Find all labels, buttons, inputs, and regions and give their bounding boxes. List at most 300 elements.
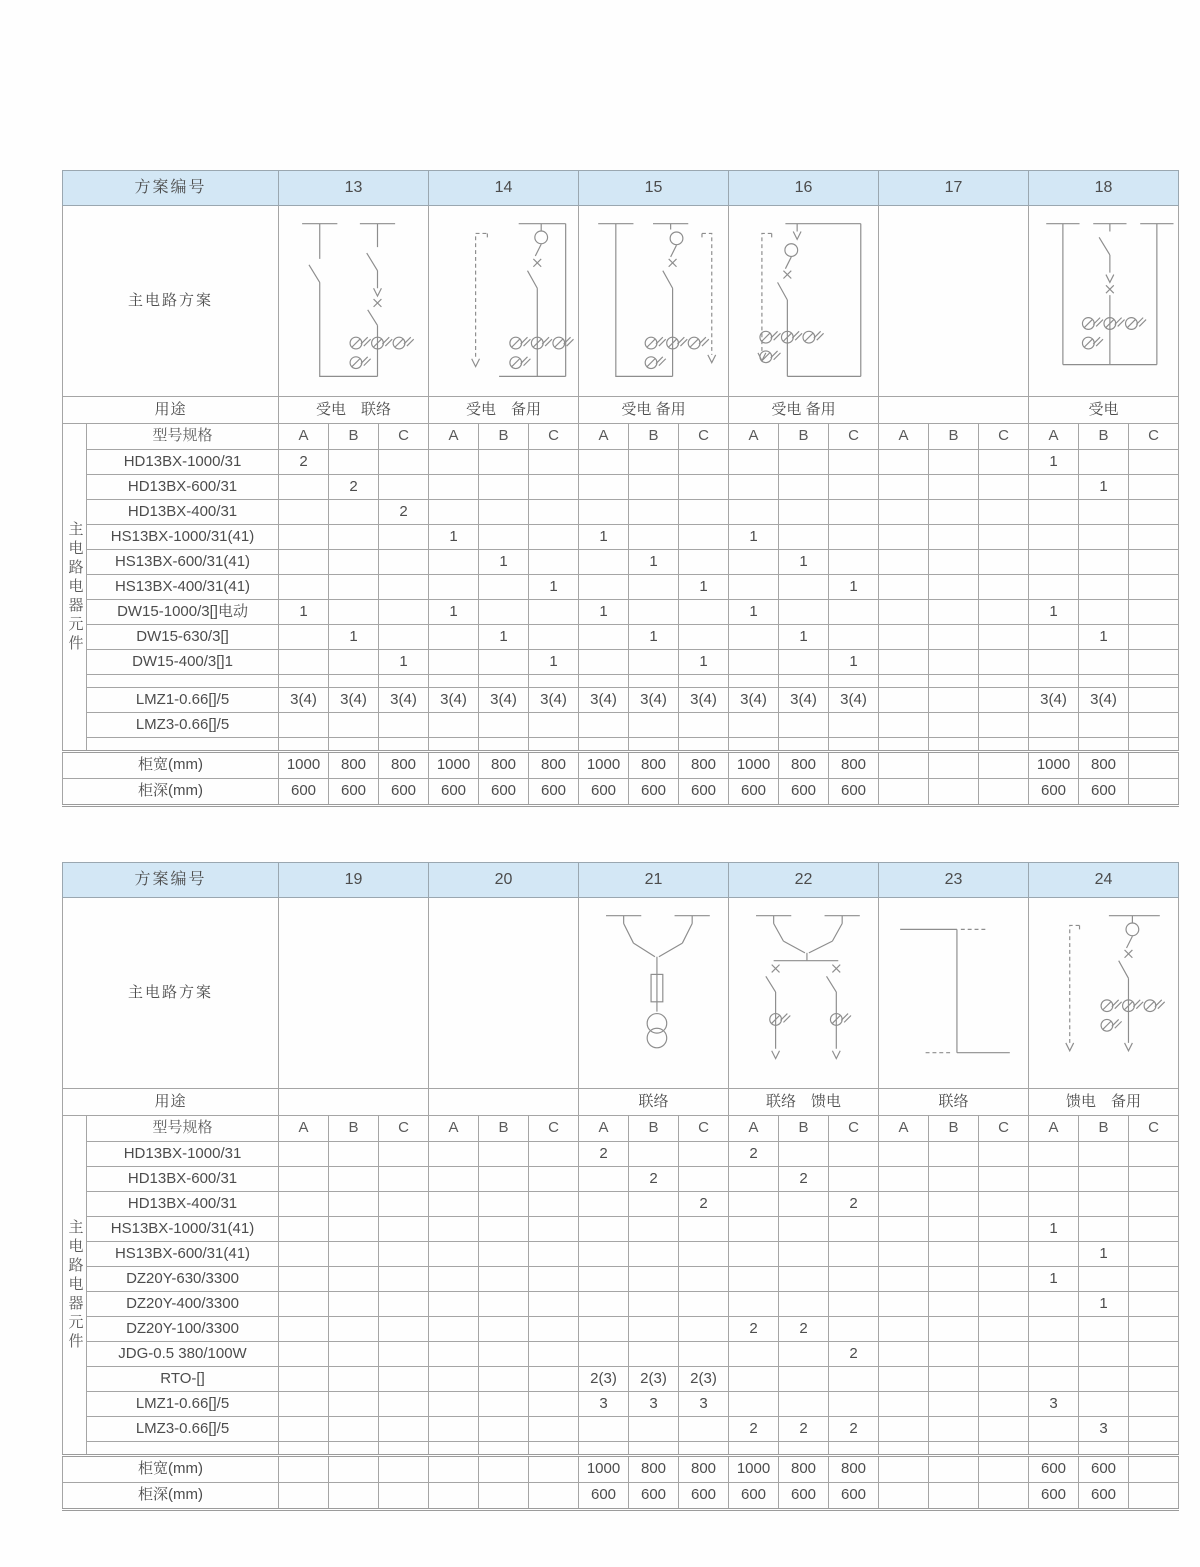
quantity-cell	[1129, 675, 1179, 688]
cabinet-depth-value	[929, 1483, 979, 1510]
quantity-cell: 3(4)	[479, 688, 529, 713]
quantity-cell	[879, 1217, 929, 1242]
quantity-cell	[579, 575, 629, 600]
quantity-cell	[1129, 1442, 1179, 1456]
quantity-cell	[1129, 650, 1179, 675]
quantity-cell	[1129, 1167, 1179, 1192]
cabinet-width-value: 800	[829, 752, 879, 779]
column-header-A: A	[279, 1116, 329, 1142]
quantity-cell: 1	[629, 550, 679, 575]
column-header-B: B	[779, 424, 829, 450]
quantity-cell	[1029, 650, 1079, 675]
quantity-cell	[929, 1192, 979, 1217]
quantity-cell: 1	[1079, 475, 1129, 500]
quantity-cell	[979, 525, 1029, 550]
quantity-cell	[479, 575, 529, 600]
cabinet-depth-value: 600	[629, 1483, 679, 1510]
quantity-cell	[1029, 475, 1079, 500]
quantity-cell	[279, 1167, 329, 1192]
quantity-cell	[979, 600, 1029, 625]
quantity-cell	[429, 713, 479, 738]
quantity-cell	[929, 600, 979, 625]
quantity-cell	[929, 650, 979, 675]
quantity-cell	[729, 1392, 779, 1417]
quantity-cell	[779, 675, 829, 688]
quantity-cell	[529, 500, 579, 525]
cabinet-depth-value: 600	[579, 779, 629, 806]
quantity-cell	[729, 738, 779, 752]
quantity-cell	[479, 600, 529, 625]
quantity-cell	[429, 1392, 479, 1417]
model-name: DW15-400/3[]1	[87, 650, 279, 675]
quantity-cell	[329, 1292, 379, 1317]
scheme-19-diagram-cell	[279, 898, 429, 1089]
quantity-cell	[1029, 1292, 1079, 1317]
quantity-cell	[929, 1342, 979, 1367]
quantity-cell	[1079, 1367, 1129, 1392]
quantity-cell	[429, 1292, 479, 1317]
quantity-cell: 2	[779, 1167, 829, 1192]
quantity-cell	[779, 1242, 829, 1267]
quantity-cell	[979, 688, 1029, 713]
quantity-cell	[479, 1267, 529, 1292]
cabinet-depth-value	[279, 1483, 329, 1510]
cabinet-width-value: 800	[629, 1456, 679, 1483]
column-header-B: B	[929, 1116, 979, 1142]
usage-value-24: 馈电 备用	[1029, 1089, 1179, 1116]
scheme-16-circuit-diagram	[730, 208, 878, 394]
quantity-cell	[879, 1317, 929, 1342]
cabinet-depth-value: 600	[779, 779, 829, 806]
scheme-24-diagram-cell	[1029, 898, 1179, 1089]
quantity-cell	[979, 738, 1029, 752]
quantity-cell	[379, 1442, 429, 1456]
quantity-cell	[729, 713, 779, 738]
quantity-cell	[929, 1217, 979, 1242]
quantity-cell	[1129, 1242, 1179, 1267]
usage-value-22: 联络 馈电	[729, 1089, 879, 1116]
scheme-table-13-18	[62, 170, 1180, 807]
component-section-strip	[63, 424, 87, 752]
quantity-cell	[1129, 600, 1179, 625]
quantity-cell: 3(4)	[529, 688, 579, 713]
quantity-cell	[679, 1317, 729, 1342]
quantity-cell	[279, 1417, 329, 1442]
scheme-23-circuit-diagram	[880, 900, 1028, 1086]
cabinet-depth-value	[979, 1483, 1029, 1510]
column-header-A: A	[429, 1116, 479, 1142]
quantity-cell	[629, 713, 679, 738]
quantity-cell: 2	[779, 1417, 829, 1442]
quantity-cell	[279, 1142, 329, 1167]
quantity-cell	[579, 1217, 629, 1242]
quantity-cell	[779, 1267, 829, 1292]
quantity-cell	[429, 625, 479, 650]
quantity-cell: 3(4)	[329, 688, 379, 713]
quantity-cell	[779, 1392, 829, 1417]
quantity-cell	[679, 550, 729, 575]
quantity-cell	[929, 1367, 979, 1392]
quantity-cell	[679, 1417, 729, 1442]
model-name: JDG-0.5 380/100W	[87, 1342, 279, 1367]
model-name: LMZ3-0.66[]/5	[87, 713, 279, 738]
quantity-cell	[779, 450, 829, 475]
quantity-cell	[979, 1317, 1029, 1342]
model-name: HS13BX-400/31(41)	[87, 575, 279, 600]
quantity-cell	[729, 1342, 779, 1367]
cabinet-depth-value: 600	[379, 779, 429, 806]
quantity-cell	[679, 1342, 729, 1367]
quantity-cell	[529, 1317, 579, 1342]
quantity-cell	[529, 1142, 579, 1167]
quantity-cell: 1	[629, 625, 679, 650]
quantity-cell	[279, 550, 329, 575]
column-header-B: B	[479, 424, 529, 450]
column-header-B: B	[1079, 1116, 1129, 1142]
cabinet-depth-value	[529, 1483, 579, 1510]
quantity-cell	[429, 1417, 479, 1442]
quantity-cell	[579, 1267, 629, 1292]
quantity-cell	[879, 600, 929, 625]
quantity-cell	[279, 713, 329, 738]
cabinet-depth-value: 600	[1029, 779, 1079, 806]
quantity-cell	[329, 1417, 379, 1442]
quantity-cell	[829, 1292, 879, 1317]
quantity-cell	[1129, 525, 1179, 550]
column-header-B: B	[329, 1116, 379, 1142]
quantity-cell	[329, 600, 379, 625]
model-name: LMZ1-0.66[]/5	[87, 688, 279, 713]
model-name: HS13BX-1000/31(41)	[87, 525, 279, 550]
quantity-cell	[729, 675, 779, 688]
quantity-cell	[879, 550, 929, 575]
quantity-cell	[979, 675, 1029, 688]
quantity-cell	[629, 1267, 679, 1292]
quantity-cell	[779, 650, 829, 675]
quantity-cell	[1129, 688, 1179, 713]
quantity-cell	[579, 1192, 629, 1217]
quantity-cell	[729, 625, 779, 650]
quantity-cell	[979, 550, 1029, 575]
quantity-cell: 3(4)	[379, 688, 429, 713]
quantity-cell	[679, 1142, 729, 1167]
quantity-cell	[579, 550, 629, 575]
quantity-cell	[929, 475, 979, 500]
usage-value-14: 受电 备用	[429, 397, 579, 424]
spacer-cell	[87, 738, 279, 752]
model-name: HD13BX-1000/31	[87, 1142, 279, 1167]
quantity-cell	[479, 1442, 529, 1456]
quantity-cell	[429, 475, 479, 500]
cabinet-width-value	[379, 1456, 429, 1483]
scheme-21-circuit-diagram	[580, 900, 728, 1086]
quantity-cell	[679, 1442, 729, 1456]
quantity-cell: 2	[279, 450, 329, 475]
quantity-cell	[729, 1442, 779, 1456]
quantity-cell	[329, 1192, 379, 1217]
cabinet-width-value: 800	[679, 1456, 729, 1483]
cabinet-depth-value: 600	[529, 779, 579, 806]
quantity-cell	[729, 550, 779, 575]
usage-value-17	[879, 397, 1029, 424]
quantity-cell: 1	[679, 575, 729, 600]
cabinet-depth-value: 600	[679, 1483, 729, 1510]
quantity-cell	[979, 500, 1029, 525]
quantity-cell: 1	[579, 525, 629, 550]
quantity-cell	[929, 550, 979, 575]
cabinet-depth-value	[1129, 779, 1179, 806]
quantity-cell	[879, 688, 929, 713]
quantity-cell	[429, 1167, 479, 1192]
quantity-cell	[1129, 550, 1179, 575]
quantity-cell: 3	[1029, 1392, 1079, 1417]
quantity-cell	[729, 1192, 779, 1217]
quantity-cell	[929, 1292, 979, 1317]
column-header-A: A	[729, 424, 779, 450]
quantity-cell	[1029, 625, 1079, 650]
quantity-cell: 1	[479, 550, 529, 575]
usage-value-15: 受电 备用	[579, 397, 729, 424]
quantity-cell: 2	[679, 1192, 729, 1217]
quantity-cell	[579, 675, 629, 688]
quantity-cell	[629, 575, 679, 600]
quantity-cell	[329, 1367, 379, 1392]
cabinet-width-value	[879, 1456, 929, 1483]
quantity-cell	[1079, 1442, 1129, 1456]
quantity-cell	[379, 1167, 429, 1192]
quantity-cell	[329, 713, 379, 738]
quantity-cell	[429, 550, 479, 575]
quantity-cell	[1129, 475, 1179, 500]
cabinet-width-value: 1000	[279, 752, 329, 779]
quantity-cell	[279, 475, 329, 500]
quantity-cell	[1079, 1342, 1129, 1367]
quantity-cell	[729, 1217, 779, 1242]
column-header-C: C	[679, 424, 729, 450]
quantity-cell	[629, 450, 679, 475]
cabinet-width-value: 800	[779, 752, 829, 779]
cabinet-depth-value: 600	[579, 1483, 629, 1510]
model-name: HS13BX-1000/31(41)	[87, 1217, 279, 1242]
quantity-cell: 1	[779, 625, 829, 650]
quantity-cell	[629, 525, 679, 550]
column-header-C: C	[529, 1116, 579, 1142]
quantity-cell: 1	[429, 600, 479, 625]
quantity-cell	[529, 600, 579, 625]
quantity-cell	[279, 1292, 329, 1317]
quantity-cell	[1129, 450, 1179, 475]
cabinet-width-value: 1000	[579, 1456, 629, 1483]
quantity-cell: 2(3)	[629, 1367, 679, 1392]
quantity-cell	[829, 600, 879, 625]
quantity-cell	[279, 1392, 329, 1417]
cabinet-width-value: 1000	[729, 1456, 779, 1483]
quantity-cell	[279, 738, 329, 752]
column-header-A: A	[579, 1116, 629, 1142]
quantity-cell	[1129, 1367, 1179, 1392]
quantity-cell	[829, 500, 879, 525]
cabinet-width-value	[429, 1456, 479, 1483]
usage-value-16: 受电 备用	[729, 397, 879, 424]
quantity-cell	[729, 450, 779, 475]
model-name: HD13BX-600/31	[87, 1167, 279, 1192]
quantity-cell	[979, 1267, 1029, 1292]
quantity-cell	[329, 450, 379, 475]
usage-label: 用途	[63, 1089, 279, 1116]
quantity-cell	[729, 1267, 779, 1292]
quantity-cell	[1129, 1342, 1179, 1367]
quantity-cell	[379, 675, 429, 688]
quantity-cell	[779, 1367, 829, 1392]
quantity-cell	[529, 1442, 579, 1456]
quantity-cell	[1079, 550, 1129, 575]
quantity-cell	[1079, 1142, 1129, 1167]
quantity-cell	[579, 450, 629, 475]
quantity-cell	[779, 1192, 829, 1217]
cabinet-depth-value	[979, 779, 1029, 806]
cabinet-width-value	[929, 1456, 979, 1483]
component-section-label: 主电路电器元件	[66, 1218, 84, 1352]
quantity-cell	[479, 1317, 529, 1342]
quantity-cell	[879, 475, 929, 500]
scheme-20-diagram-cell	[429, 898, 579, 1089]
quantity-cell	[329, 650, 379, 675]
quantity-cell: 1	[729, 525, 779, 550]
quantity-cell	[379, 1392, 429, 1417]
cabinet-depth-value	[879, 779, 929, 806]
scheme-number-14: 14	[429, 171, 579, 206]
quantity-cell	[1129, 1217, 1179, 1242]
quantity-cell	[879, 525, 929, 550]
model-name: DZ20Y-100/3300	[87, 1317, 279, 1342]
quantity-cell	[829, 713, 879, 738]
quantity-cell: 1	[529, 575, 579, 600]
quantity-cell	[929, 688, 979, 713]
quantity-cell: 3(4)	[729, 688, 779, 713]
quantity-cell	[379, 1242, 429, 1267]
usage-value-20	[429, 1089, 579, 1116]
quantity-cell: 2	[729, 1417, 779, 1442]
model-name: LMZ3-0.66[]/5	[87, 1417, 279, 1442]
quantity-cell: 3	[1079, 1417, 1129, 1442]
quantity-cell	[1029, 1167, 1079, 1192]
quantity-cell	[679, 713, 729, 738]
cabinet-depth-value: 600	[679, 779, 729, 806]
quantity-cell	[1079, 1217, 1129, 1242]
usage-value-23: 联络	[879, 1089, 1029, 1116]
quantity-cell	[1029, 525, 1079, 550]
cabinet-depth-value: 600	[479, 779, 529, 806]
quantity-cell	[329, 1392, 379, 1417]
quantity-cell	[1029, 1442, 1079, 1456]
cabinet-width-value	[479, 1456, 529, 1483]
quantity-cell	[1079, 450, 1129, 475]
quantity-cell	[1129, 1267, 1179, 1292]
scheme-number-23: 23	[879, 863, 1029, 898]
cabinet-depth-value: 600	[779, 1483, 829, 1510]
quantity-cell	[929, 1242, 979, 1267]
quantity-cell	[529, 1192, 579, 1217]
quantity-cell	[529, 713, 579, 738]
cabinet-depth-value: 600	[329, 779, 379, 806]
quantity-cell	[829, 1142, 879, 1167]
quantity-cell	[529, 1267, 579, 1292]
column-header-A: A	[579, 424, 629, 450]
model-name: HD13BX-600/31	[87, 475, 279, 500]
quantity-cell	[429, 1242, 479, 1267]
usage-value-21: 联络	[579, 1089, 729, 1116]
quantity-cell	[479, 1292, 529, 1317]
quantity-cell	[829, 1242, 879, 1267]
scheme-number-21: 21	[579, 863, 729, 898]
column-header-B: B	[329, 424, 379, 450]
cabinet-width-value: 800	[1079, 752, 1129, 779]
quantity-cell	[579, 1292, 629, 1317]
cabinet-width-value: 800	[379, 752, 429, 779]
cabinet-depth-value: 600	[729, 779, 779, 806]
quantity-cell	[329, 1242, 379, 1267]
quantity-cell: 3(4)	[429, 688, 479, 713]
quantity-cell	[379, 1217, 429, 1242]
quantity-cell: 1	[1029, 450, 1079, 475]
quantity-cell	[1029, 500, 1079, 525]
quantity-cell: 1	[829, 650, 879, 675]
quantity-cell	[629, 475, 679, 500]
quantity-cell	[779, 1292, 829, 1317]
quantity-cell	[729, 650, 779, 675]
quantity-cell	[1079, 713, 1129, 738]
cabinet-width-value: 800	[829, 1456, 879, 1483]
quantity-cell	[329, 550, 379, 575]
quantity-cell	[379, 550, 429, 575]
quantity-cell	[429, 1217, 479, 1242]
quantity-cell	[579, 500, 629, 525]
quantity-cell	[279, 1192, 329, 1217]
quantity-cell: 3(4)	[779, 688, 829, 713]
quantity-cell	[479, 1167, 529, 1192]
quantity-cell: 3	[579, 1392, 629, 1417]
quantity-cell	[1129, 625, 1179, 650]
quantity-cell	[529, 1242, 579, 1267]
quantity-cell	[879, 1442, 929, 1456]
quantity-cell	[329, 1167, 379, 1192]
quantity-cell	[479, 500, 529, 525]
quantity-cell	[829, 475, 879, 500]
cabinet-width-value: 1000	[579, 752, 629, 779]
quantity-cell	[979, 650, 1029, 675]
quantity-cell	[379, 1267, 429, 1292]
quantity-cell	[479, 525, 529, 550]
quantity-cell: 2	[329, 475, 379, 500]
quantity-cell	[729, 1167, 779, 1192]
usage-label: 用途	[63, 397, 279, 424]
column-header-A: A	[429, 424, 479, 450]
quantity-cell	[479, 1217, 529, 1242]
quantity-cell: 3	[629, 1392, 679, 1417]
scheme-17-diagram-cell	[879, 206, 1029, 397]
scheme-number-15: 15	[579, 171, 729, 206]
quantity-cell: 1	[1029, 1267, 1079, 1292]
quantity-cell	[1029, 738, 1079, 752]
quantity-cell	[979, 1392, 1029, 1417]
quantity-cell	[279, 1267, 329, 1292]
main-circuit-label: 主电路方案	[63, 206, 279, 397]
quantity-cell	[529, 1417, 579, 1442]
quantity-cell	[729, 1292, 779, 1317]
column-header-B: B	[1079, 424, 1129, 450]
quantity-cell	[679, 600, 729, 625]
model-name: LMZ1-0.66[]/5	[87, 1392, 279, 1417]
